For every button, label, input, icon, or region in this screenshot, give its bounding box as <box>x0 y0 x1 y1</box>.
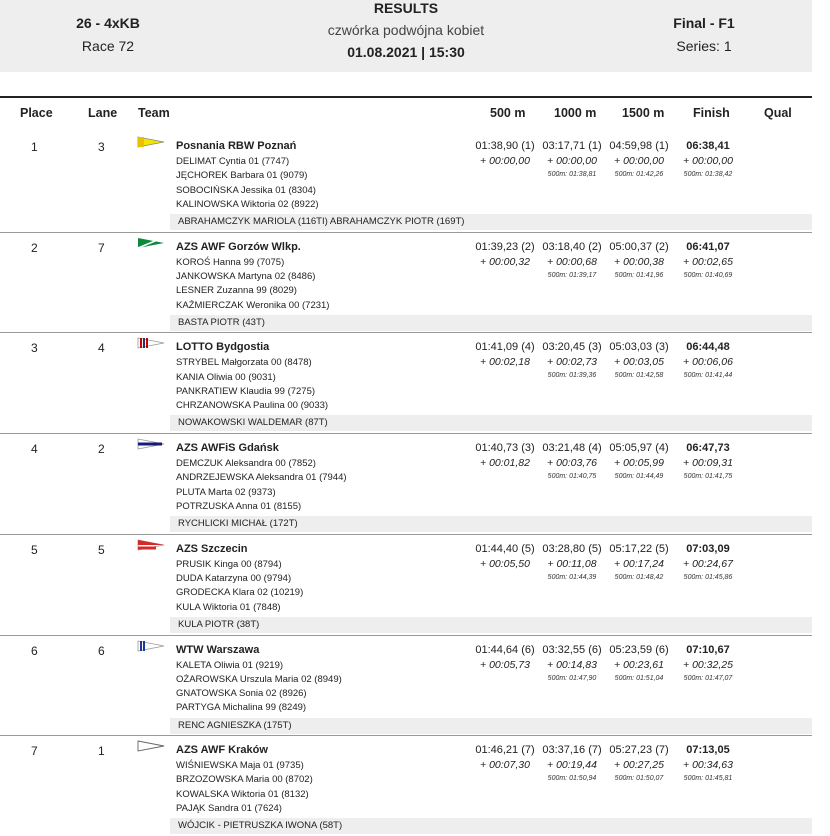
split-pace: 500m: 01:40,75 <box>547 473 597 481</box>
split-time: 03:18,40 (2) <box>542 240 602 253</box>
row-separator <box>0 635 812 636</box>
place-value: 2 <box>31 240 38 255</box>
col-1000m: 1000 m <box>554 106 597 120</box>
coach-bar: RENC AGNIESZKA (175T) <box>170 718 812 734</box>
split-diff: + 00:06,06 <box>683 356 733 369</box>
coach-bar: NOWAKOWSKI WALDEMAR (87T) <box>170 415 812 431</box>
split-pace: 500m: 01:48,42 <box>614 573 664 581</box>
split-diff: + 00:00,00 <box>683 155 733 167</box>
split-diff: + 00:14,83 <box>547 658 597 671</box>
event-description: czwórka podwójna kobiet <box>327 22 485 38</box>
lane-value: 5 <box>98 542 105 557</box>
split-finish <box>677 744 739 782</box>
split-diff: + 00:11,08 <box>547 557 597 570</box>
crew-list <box>176 759 313 816</box>
result-row <box>0 233 812 333</box>
col-1500m: 1500 m <box>622 106 665 120</box>
split-diff: + 00:01,82 <box>480 457 530 470</box>
lane-value: 4 <box>98 341 105 356</box>
lane-value: 2 <box>98 442 105 457</box>
crew-member: CHRZANOWSKA Paulina 00 (9033) <box>176 400 329 412</box>
club-name: Posnania RBW Poznań <box>176 140 297 152</box>
crew-member: LESNER Zuzanna 99 (8029) <box>176 285 297 297</box>
crew-list <box>176 256 329 313</box>
split-1000m <box>541 543 603 581</box>
split-diff: + 00:00,00 <box>614 155 664 167</box>
split-500m <box>474 543 536 574</box>
split-time: 03:28,80 (5) <box>542 542 602 555</box>
split-1000m <box>541 644 603 682</box>
split-1000m <box>541 442 603 480</box>
lane-value: 7 <box>98 240 105 255</box>
club-name: LOTTO Bydgostia <box>176 341 270 354</box>
split-1000m <box>541 241 603 279</box>
place-value: 7 <box>31 744 38 759</box>
split-pace: 500m: 01:42,58 <box>614 372 664 380</box>
col-lane: Lane <box>88 106 118 120</box>
results-header <box>0 0 812 72</box>
split-diff: + 00:02,65 <box>683 255 733 268</box>
split-1000m <box>541 140 603 178</box>
split-1500m <box>608 644 670 682</box>
series-label: Series: 1 <box>676 38 732 54</box>
split-1500m <box>608 341 670 379</box>
coach-bar: WÓJCIK - PIETRUSZKA IWONA (58T) <box>170 818 812 834</box>
crew-member: STRYBEL Małgorzata 00 (8478) <box>176 357 312 369</box>
split-diff: + 00:00,38 <box>614 255 664 268</box>
table-top-rule <box>0 96 812 98</box>
crew-member: DUDA Katarzyna 00 (9794) <box>176 573 292 585</box>
split-pace: 500m: 01:47,07 <box>683 674 733 682</box>
crew-member: JANKOWSKA Martyna 02 (8486) <box>176 270 316 282</box>
split-pace: 500m: 01:42,26 <box>614 171 664 178</box>
split-diff: + 00:02,73 <box>547 356 597 369</box>
split-500m <box>474 644 536 675</box>
coach-bar: BASTA PIOTR (43T) <box>170 315 812 331</box>
col-500m: 500 m <box>490 106 526 120</box>
crew-member: BRZOZOWSKA Maria 00 (8702) <box>176 774 313 786</box>
row-separator <box>0 534 812 535</box>
split-time: 01:44,40 (5) <box>475 542 535 555</box>
club-name: AZS AWFiS Gdańsk <box>176 442 279 455</box>
split-time: 05:17,22 (5) <box>609 542 669 555</box>
crew-member: PLUTA Marta 02 (9373) <box>176 486 276 498</box>
crew-member: KULA Wiktoria 01 (7848) <box>176 601 281 613</box>
row-separator <box>0 433 812 434</box>
split-pace: 500m: 01:50,07 <box>614 775 664 783</box>
result-row <box>0 535 812 635</box>
coach-bar: RYCHLICKI MICHAŁ (172T) <box>170 516 812 532</box>
split-pace: 500m: 01:44,39 <box>547 573 597 581</box>
split-500m <box>474 744 536 775</box>
split-time: 05:23,59 (6) <box>609 643 669 656</box>
split-time: 05:05,97 (4) <box>609 442 669 455</box>
split-time: 01:39,23 (2) <box>475 240 535 253</box>
crew-member: KAŹMIERCZAK Weronika 00 (7231) <box>176 299 330 311</box>
split-diff: + 00:19,44 <box>547 759 597 772</box>
split-pace: 500m: 01:41,75 <box>683 473 733 481</box>
split-time: 03:17,71 (1) <box>542 140 602 152</box>
split-diff: + 00:32,25 <box>683 658 733 671</box>
crew-member: KOWALSKA Wiktoria 01 (8132) <box>176 788 309 800</box>
crew-member: DEMCZUK Aleksandra 00 (7852) <box>176 458 316 470</box>
split-diff: + 00:03,76 <box>547 457 597 470</box>
split-1000m <box>541 744 603 782</box>
split-pace: 500m: 01:47,90 <box>547 674 597 682</box>
split-500m <box>474 341 536 372</box>
result-row <box>0 132 812 232</box>
split-finish <box>677 241 739 279</box>
split-1500m <box>608 241 670 279</box>
place-value: 3 <box>31 341 38 356</box>
split-pace: 500m: 01:41,44 <box>683 372 733 380</box>
results-title: RESULTS <box>373 0 439 16</box>
place-value: 4 <box>31 442 38 457</box>
event-code: 26 - 4xKB <box>76 15 140 31</box>
result-row <box>0 736 812 836</box>
row-separator <box>0 332 812 333</box>
split-500m <box>474 241 536 272</box>
club-name: WTW Warszawa <box>176 643 260 656</box>
coach-bar: KULA PIOTR (38T) <box>170 617 812 633</box>
gdansk-flag-icon <box>136 437 166 451</box>
split-time: 06:47,73 <box>686 442 730 455</box>
split-time: 06:38,41 <box>686 140 730 152</box>
lane-value: 1 <box>98 744 105 759</box>
crew-member: JĘCHOREK Barbara 01 (9079) <box>176 170 308 182</box>
lane-value: 3 <box>98 140 105 154</box>
split-diff: + 00:05,50 <box>480 557 530 570</box>
split-diff: + 00:00,00 <box>480 155 530 167</box>
race-number: Race 72 <box>81 38 135 54</box>
split-diff: + 00:07,30 <box>480 759 530 772</box>
crew-member: PARTYGA Michalina 99 (8249) <box>176 702 307 714</box>
split-diff: + 00:34,63 <box>683 759 733 772</box>
club-name: AZS AWF Gorzów Wlkp. <box>176 240 301 253</box>
split-diff: + 00:05,99 <box>614 457 664 470</box>
split-diff: + 00:02,18 <box>480 356 530 369</box>
split-diff: + 00:09,31 <box>683 457 733 470</box>
split-time: 03:37,16 (7) <box>542 744 602 757</box>
split-pace: 500m: 01:45,86 <box>683 573 733 581</box>
split-time: 01:38,90 (1) <box>475 140 535 152</box>
crew-member: WIŚNIEWSKA Maja 01 (9735) <box>176 760 304 772</box>
krakow-flag-icon <box>136 739 166 753</box>
split-time: 04:59,98 (1) <box>609 140 669 152</box>
split-1500m <box>608 442 670 480</box>
lane-value: 6 <box>98 643 105 658</box>
crew-member: KALINOWSKA Wiktoria 02 (8922) <box>176 198 319 210</box>
final-label: Final - F1 <box>673 15 735 31</box>
split-diff: + 00:17,24 <box>614 557 664 570</box>
crew-member: OŻAROWSKA Urszula Maria 02 (8949) <box>176 673 342 685</box>
split-time: 06:41,07 <box>686 240 730 253</box>
crew-member: KANIA Oliwia 00 (9031) <box>176 371 276 383</box>
split-diff: + 00:27,25 <box>614 759 664 772</box>
posnania-flag-icon <box>136 135 166 149</box>
split-pace: 500m: 01:38,81 <box>547 171 597 178</box>
crew-list <box>176 558 303 615</box>
row-separator <box>0 232 812 233</box>
split-time: 07:10,67 <box>686 643 730 656</box>
split-pace: 500m: 01:39,17 <box>547 271 597 279</box>
crew-list <box>176 356 328 413</box>
result-row <box>0 333 812 433</box>
crew-member: SOBOCIŃSKA Jessika 01 (8304) <box>176 184 316 196</box>
crew-member: GNATOWSKA Sonia 02 (8926) <box>176 688 307 700</box>
result-row <box>0 636 812 736</box>
crew-member: KOROŚ Hanna 99 (7075) <box>176 256 285 268</box>
split-diff: + 00:00,68 <box>547 255 597 268</box>
split-time: 05:27,23 (7) <box>609 744 669 757</box>
split-finish <box>677 442 739 480</box>
gorzow-flag-icon <box>136 236 166 250</box>
crew-list <box>176 155 319 212</box>
split-finish <box>677 341 739 379</box>
col-qual: Qual <box>764 106 792 120</box>
split-diff: + 00:05,73 <box>480 658 530 671</box>
crew-list <box>176 457 347 514</box>
place-value: 5 <box>31 542 38 557</box>
split-diff: + 00:00,32 <box>480 255 530 268</box>
crew-member: KALETA Oliwia 01 (9219) <box>176 659 284 671</box>
split-finish <box>677 543 739 581</box>
crew-member: DELIMAT Cyntia 01 (7747) <box>176 156 290 167</box>
crew-member: ANDRZEJEWSKA Aleksandra 01 (7944) <box>176 472 347 484</box>
bydgostia-flag-icon <box>136 336 166 350</box>
split-time: 01:44,64 (6) <box>475 643 535 656</box>
split-1500m <box>608 543 670 581</box>
split-time: 03:20,45 (3) <box>542 341 602 354</box>
race-datetime: 01.08.2021 | 15:30 <box>347 44 465 60</box>
col-finish: Finish <box>693 106 730 120</box>
split-pace: 500m: 01:40,69 <box>683 271 733 279</box>
split-pace: 500m: 01:39,36 <box>547 372 597 380</box>
crew-member: GRODECKA Klara 02 (10219) <box>176 587 304 599</box>
crew-member: PAJĄK Sandra 01 (7624) <box>176 803 282 815</box>
coach-bar: ABRAHAMCZYK MARIOLA (116TI) ABRAHAMCZYK PIOTR (169T) <box>170 214 812 230</box>
split-diff: + 00:24,67 <box>683 557 733 570</box>
split-finish <box>677 140 739 178</box>
col-team: Team <box>138 106 170 120</box>
split-time: 07:13,05 <box>686 744 730 757</box>
split-time: 07:03,09 <box>686 542 730 555</box>
split-pace: 500m: 01:41,96 <box>614 271 664 279</box>
split-500m <box>474 140 536 171</box>
split-time: 03:32,55 (6) <box>542 643 602 656</box>
place-value: 1 <box>31 140 38 154</box>
club-name: AZS Szczecin <box>176 542 248 555</box>
split-pace: 500m: 01:51,04 <box>614 674 664 682</box>
split-time: 05:00,37 (2) <box>609 240 669 253</box>
crew-member: PANKRATIEW Klaudia 99 (7275) <box>176 385 316 397</box>
crew-member: POTRZUSKA Anna 01 (8155) <box>176 500 302 512</box>
split-1000m <box>541 341 603 379</box>
split-1500m <box>608 744 670 782</box>
split-500m <box>474 442 536 473</box>
result-row <box>0 434 812 534</box>
split-time: 01:41,09 (4) <box>475 341 535 354</box>
split-time: 06:44,48 <box>686 341 730 354</box>
split-time: 03:21,48 (4) <box>542 442 602 455</box>
club-name: AZS AWF Kraków <box>176 744 268 757</box>
split-pace: 500m: 01:44,49 <box>614 473 664 481</box>
split-diff: + 00:23,61 <box>614 658 664 671</box>
split-pace: 500m: 01:50,94 <box>547 775 597 783</box>
split-time: 01:40,73 (3) <box>475 442 535 455</box>
split-1500m <box>608 140 670 178</box>
split-pace: 500m: 01:45,81 <box>683 775 733 783</box>
crew-member: PRUSIK Kinga 00 (8794) <box>176 558 282 570</box>
row-separator <box>0 735 812 736</box>
split-time: 01:46,21 (7) <box>475 744 535 757</box>
split-diff: + 00:03,05 <box>614 356 664 369</box>
crew-list <box>176 659 342 716</box>
split-pace: 500m: 01:38,42 <box>683 171 733 178</box>
split-diff: + 00:00,00 <box>547 155 597 167</box>
col-place: Place <box>20 106 53 120</box>
place-value: 6 <box>31 643 38 658</box>
warszawa-flag-icon <box>136 639 166 653</box>
szczecin-flag-icon <box>136 538 166 552</box>
split-time: 05:03,03 (3) <box>609 341 669 354</box>
split-finish <box>677 644 739 682</box>
